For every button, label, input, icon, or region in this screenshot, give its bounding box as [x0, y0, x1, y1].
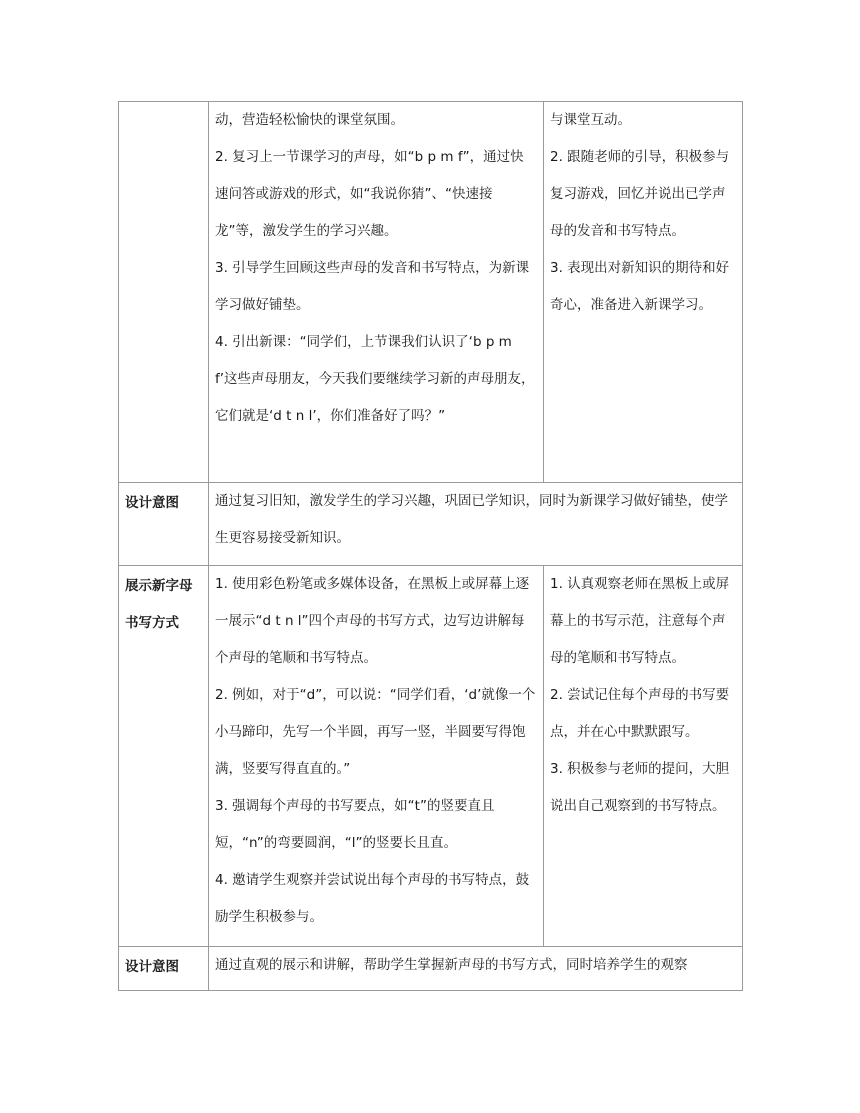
- teacher-activity-paragraph: 2. 例如，对于“d”，可以说：“同学们看，‘d’就像一个小马蹄印，先写一个半圆，再写一竖，半圆要写得饱满，竖要写得直直的。”: [215, 687, 536, 777]
- teacher-activity-paragraph: 1. 使用彩色粉笔或多媒体设备，在黑板上或屏幕上逐一展示“d t n l”四个声母的书写方式，边写边讲解每个声母的笔顺和书写特点。: [215, 576, 530, 666]
- lesson-plan-table: [118, 101, 743, 991]
- design-intent-label: 设计意图: [125, 959, 179, 975]
- table-row: [119, 102, 743, 483]
- design-intent-text: 通过直观的展示和讲解，帮助学生掌握新声母的书写方式，同时培养学生的观察: [215, 957, 688, 973]
- table-row: [119, 947, 743, 991]
- row-label-cell: [119, 483, 209, 566]
- row-label-cell: [119, 102, 209, 483]
- teacher-activity-cell: [209, 566, 544, 947]
- teacher-activity-paragraph: 3. 引导学生回顾这些声母的发音和书写特点，为新课学习做好铺垫。: [215, 260, 530, 313]
- student-activity-paragraph: 3. 表现出对新知识的期待和好奇心，准备进入新课学习。: [550, 260, 730, 313]
- design-intent-text: 通过复习旧知，激发学生的学习兴趣，巩固已学知识，同时为新课学习做好铺垫，使学生更容易接受新知识。: [215, 493, 728, 546]
- teacher-activity-paragraph: 2. 复习上一节课学习的声母，如“b p m f”，通过快速问答或游戏的形式，如“我说你猜”、“快速接龙”等，激发学生的学习兴趣。: [215, 149, 524, 239]
- teacher-activity-paragraph: 动，营造轻松愉快的课堂氛围。: [215, 112, 404, 128]
- design-intent-label: 设计意图: [125, 495, 179, 511]
- teacher-activity-paragraph: 3. 强调每个声母的书写要点，如“t”的竖要直且短，“n”的弯要圆润，“l”的竖要长且直。: [215, 798, 495, 851]
- student-activity-paragraph: 2. 尝试记住每个声母的书写要点，并在心中默默跟写。: [550, 687, 730, 740]
- table-row: [119, 566, 743, 947]
- student-activity-paragraph: 1. 认真观察老师在黑板上或屏幕上的书写示范，注意每个声母的笔顺和书写特点。: [550, 576, 730, 666]
- row-label-cell: [119, 566, 209, 947]
- row-label: [125, 102, 202, 104]
- student-activity-paragraph: 3. 积极参与老师的提问，大胆说出自己观察到的书写特点。: [550, 761, 730, 814]
- teacher-activity-paragraph: 4. 邀请学生观察并尝试说出每个声母的书写特点，鼓励学生积极参与。: [215, 872, 530, 925]
- teacher-activity-paragraph: 4. 引出新课：“同学们，上节课我们认识了‘b p m f’这些声母朋友，今天我们要继续学习新的声母朋友，它们就是‘d t n l’，你们准备好了吗？”: [215, 334, 535, 424]
- student-activity-paragraph: 与课堂互动。: [550, 112, 631, 128]
- student-activity-cell: [544, 566, 743, 947]
- teacher-activity-cell: [209, 102, 544, 483]
- design-intent-cell: [209, 947, 743, 991]
- table-row: [119, 483, 743, 566]
- section-title: 展示新字母书写方式: [125, 578, 193, 631]
- row-label-cell: [119, 947, 209, 991]
- design-intent-cell: [209, 483, 743, 566]
- student-activity-cell: [544, 102, 743, 483]
- student-activity-paragraph: 2. 跟随老师的引导，积极参与复习游戏，回忆并说出已学声母的发音和书写特点。: [550, 149, 730, 239]
